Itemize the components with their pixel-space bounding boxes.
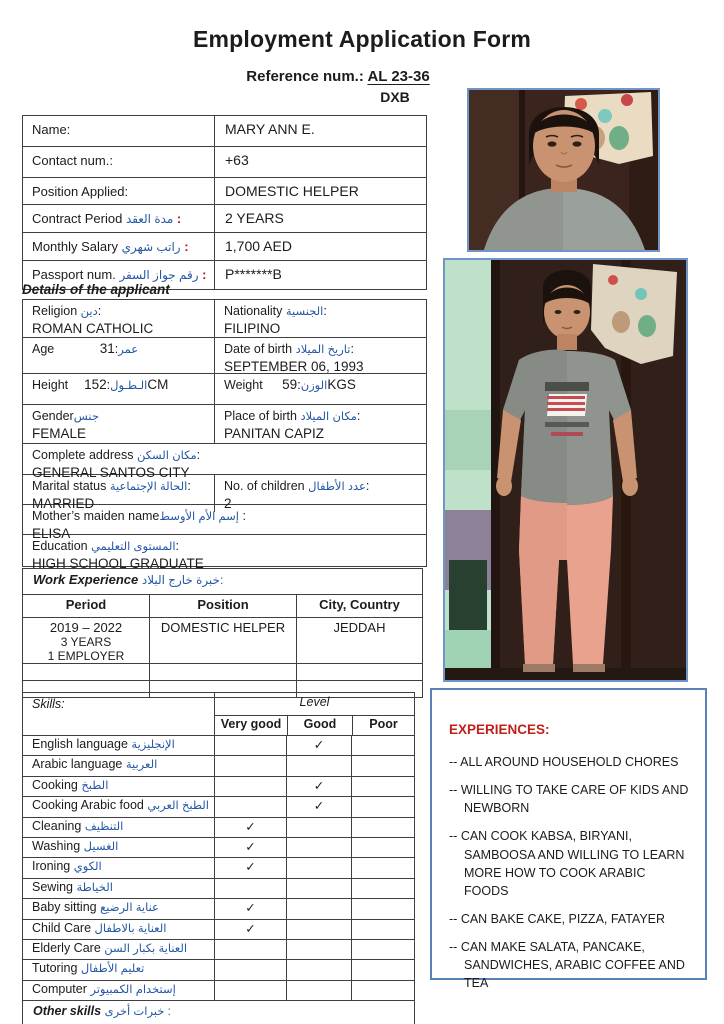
summary-table [22, 115, 427, 290]
portrait-photo-graphic [469, 90, 658, 250]
table-row [23, 232, 426, 260]
skill-row: Computer إستخدام الكمبيوتر [23, 980, 414, 1000]
table-row [23, 617, 422, 663]
level-caption: Level [215, 693, 414, 716]
work-experience-title: Work Experience خبرة خارج البلاد: [33, 572, 224, 587]
row-value: MARY ANN E. [214, 116, 426, 146]
skill-row: Tutoring تعليم الأطفال [23, 959, 414, 979]
checkmark-cell [286, 756, 351, 775]
column-header: Good [287, 716, 352, 735]
checkmark-cell [286, 818, 351, 837]
table-row [23, 116, 426, 146]
row-value: 1,700 AED [214, 233, 426, 260]
checkmark-cell [351, 797, 414, 816]
checkmark-cell [286, 920, 351, 939]
experiences-title: EXPERIENCES: [449, 722, 550, 737]
checkmark-cell: ✓ [286, 777, 351, 796]
city-cell: JEDDAH [296, 618, 422, 663]
experiences-box [430, 688, 707, 991]
checkmark-cell [286, 940, 351, 959]
checkmark-cell [286, 960, 351, 979]
reference-line [0, 68, 676, 85]
checkmark-cell [351, 777, 414, 796]
reference-value: AL 23-36 [367, 68, 430, 85]
page-title: Employment Application Form [192, 26, 532, 52]
skill-row: Ironing الكوي ✓ [23, 857, 414, 877]
reference-label: Reference num.: [246, 68, 364, 85]
column-header: Period [65, 597, 107, 612]
checkmark-cell [351, 899, 414, 918]
table-row [23, 300, 426, 337]
skill-row: Elderly Care العناية بكبار السن [23, 939, 414, 959]
checkmark-cell [351, 960, 414, 979]
complete-address-cell: Complete address مكان السكن: GENERAL SANTOS CITY [32, 448, 201, 480]
other-skills-row: Other skills خبرات أخرى : [23, 1000, 414, 1024]
checkmark-cell [351, 920, 414, 939]
checkmark-cell: ✓ [286, 736, 351, 755]
checkmark-cell: ✓ [214, 838, 286, 857]
table-row [23, 404, 426, 443]
row-label: Contact num.: [32, 153, 113, 168]
religion-cell: Religion دين: ROMAN CATHOLIC [32, 304, 154, 336]
row-value: 2 YEARS [214, 205, 426, 232]
children-cell: No. of children عدد الأطفال: 2 [214, 475, 426, 512]
checkmark-cell [214, 777, 286, 796]
checkmark-cell [286, 899, 351, 918]
position-cell: DOMESTIC HELPER [149, 618, 296, 663]
checkmark-cell [214, 981, 286, 1000]
table-row [23, 204, 426, 232]
column-header: Position [149, 595, 296, 617]
column-header: City, Country [296, 595, 422, 617]
row-value: +63 [214, 147, 426, 177]
checkmark-cell: ✓ [214, 818, 286, 837]
applicant-portrait-photo [467, 88, 660, 252]
checkmark-cell: ✓ [214, 858, 286, 877]
row-value: P*******B [214, 261, 426, 289]
gender-cell: Genderجنس FEMALE [32, 409, 99, 441]
table-row [23, 146, 426, 177]
skill-row: Washing الغسيل ✓ [23, 837, 414, 857]
experience-item: -- CAN COOK KABSA, BIRYANI, SAMBOOSA AND WILLING TO LEARN MORE HOW TO COOK ARABIC FOODS [449, 829, 685, 898]
skill-row: Cooking الطبخ ✓ [23, 776, 414, 796]
checkmark-cell [286, 981, 351, 1000]
table-row [23, 504, 426, 541]
mothers-maiden-name-cell: Mother’s maiden nameإسم الأم الأوسط : ELISA [32, 509, 246, 541]
full-body-photo-graphic [445, 260, 686, 680]
table-row [23, 443, 426, 480]
checkmark-cell: ✓ [286, 797, 351, 816]
skill-row: Cleaning التنظيف ✓ [23, 817, 414, 837]
checkmark-cell [351, 879, 414, 898]
place-of-birth-cell: Place of birth مكان الميلاد: PANITAN CAPIZ [214, 405, 426, 443]
row-label: Name: [32, 122, 71, 137]
work-experience-table [22, 568, 423, 698]
table-row [23, 337, 426, 373]
checkmark-cell [351, 858, 414, 877]
skill-row: Child Care العناية بالاطفال ✓ [23, 919, 414, 939]
row-label: Passport num. رقم جواز السفر : [32, 267, 207, 282]
date-of-birth-cell: Date of birth تاريخ الميلاد: SEPTEMBER 06, 1993 [214, 338, 426, 375]
height-cell: Height الـطـول:152CM [32, 377, 169, 392]
checkmark-cell [214, 879, 286, 898]
checkmark-cell [214, 736, 286, 755]
checkmark-cell [351, 756, 414, 775]
checkmark-cell [286, 879, 351, 898]
column-header: Very good [220, 717, 282, 731]
weight-cell: Weight الوزن:59KGS [214, 374, 426, 404]
checkmark-cell: ✓ [214, 899, 286, 918]
checkmark-cell [351, 838, 414, 857]
period-cell: 2019 – 2022 3 YEARS 1 EMPLOYER [47, 620, 125, 663]
skill-row: Sewing الخياطة [23, 878, 414, 898]
nationality-cell: Nationality الجنسية: FILIPINO [214, 300, 426, 337]
experience-item: -- ALL AROUND HOUSEHOLD CHORES [449, 755, 679, 769]
skill-row: Arabic language العربية [23, 755, 414, 775]
row-label: Contract Period مدة العقد : [32, 211, 182, 226]
checkmark-cell [351, 940, 414, 959]
checkmark-cell [351, 818, 414, 837]
table-row [23, 373, 426, 404]
details-table [22, 299, 427, 571]
checkmark-cell [351, 981, 414, 1000]
checkmark-cell [286, 858, 351, 877]
experience-item: -- CAN MAKE SALATA, PANCAKE, SANDWICHES, ARABIC COFFEE AND TEA [449, 940, 685, 991]
skill-row: Baby sitting عناية الرضيع ✓ [23, 898, 414, 918]
checkmark-cell [214, 940, 286, 959]
row-label: Monthly Salary راتب شهري : [32, 239, 189, 254]
skills-caption: Skills: [32, 697, 65, 711]
table-row [23, 177, 426, 204]
checkmark-cell [214, 960, 286, 979]
reference-sub: DXB [380, 89, 410, 105]
work-table-header [23, 594, 422, 617]
experience-item: -- WILLING TO TAKE CARE OF KIDS AND NEWBORN [449, 783, 689, 816]
table-row [23, 663, 422, 680]
table-row [23, 534, 426, 571]
column-header: Poor [352, 716, 414, 735]
skill-row: Cooking Arabic food الطبخ العربي ✓ [23, 796, 414, 816]
checkmark-cell [214, 756, 286, 775]
applicant-full-body-photo [443, 258, 688, 682]
marital-status-cell: Marital status الحالة الإجتماعية: MARRIED [32, 479, 191, 511]
table-row [23, 474, 426, 511]
skills-table-header [23, 693, 414, 735]
details-heading: Details of the applicant [22, 282, 170, 297]
checkmark-cell [351, 736, 414, 755]
row-label: Position Applied: [32, 184, 129, 199]
experience-item: -- CAN BAKE CAKE, PIZZA, FATAYER [449, 911, 666, 926]
skill-row: English language الإنجليزية ✓ [23, 735, 414, 755]
education-cell: Education المستوى التعليمي: HIGH SCHOOL GRADUATE [32, 539, 204, 571]
checkmark-cell [214, 797, 286, 816]
skills-table [22, 692, 415, 1024]
checkmark-cell: ✓ [214, 920, 286, 939]
row-value: DOMESTIC HELPER [214, 178, 426, 204]
checkmark-cell [286, 838, 351, 857]
age-cell: Age عمر:31 [32, 341, 139, 356]
